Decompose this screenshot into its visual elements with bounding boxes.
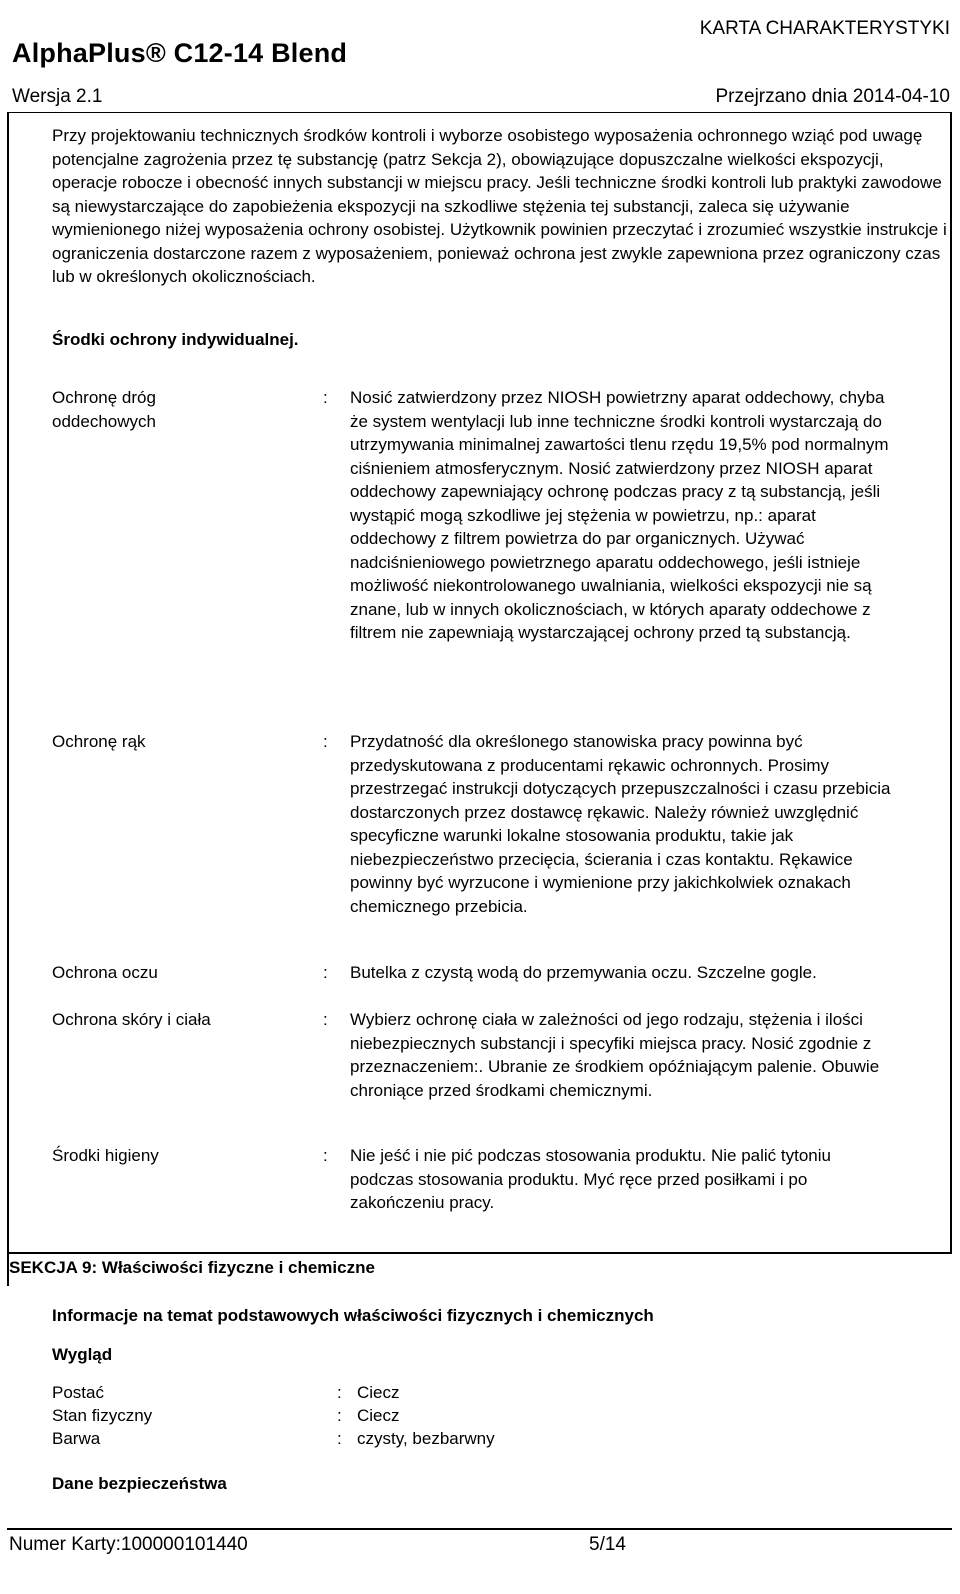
ppe-row-hands <box>52 730 947 945</box>
ppe-row-value: Przydatność dla określonego stanowiska pracy powinna być przedyskutowana z producentami rękawic ochronnych. Prosimy przestrzegać instrukcji dotyczących przepuszczalności i czasu przebicia dostarczonych przez dostawcę rękawic. Należy również uwzględnić specyficzne warunki lokalne stosowania produktu, takie jak niebezpieczeństwo przecięcia, ścierania i czas kontaktu. Rękawice powinny być wyrzucone i wymienione przy jakichkolwiek oznakach chemicznego przebicia. <box>350 732 891 916</box>
ppe-row-value: Nie jeść i nie pić podczas stosowania produktu. Nie palić tytoniu podczas stosowania produktu. Myć ręce przed posiłkami i po zakończeniu pracy. <box>350 1146 831 1212</box>
card-number: Numer Karty:100000101440 <box>9 1534 248 1555</box>
ppe-row-value: Nosić zatwierdzony przez NIOSH powietrzny aparat oddechowy, chyba że system wentylacji lub inne techniczne środki kontroli wystarczają do utrzymywania minimalnej zawartości tlenu rzędu 19,5% pod normalnym ciśnieniem atmosferycznym. Nosić zatwierdzony przez NIOSH aparat oddechowy zapewniający ochronę podczas pracy z tą substancją, jeśli wystąpić mogą szkodliwe jej stężenia w powietrzu, np.: aparat oddechowy z filtrem powietrza do par organicznych. Używać nadciśnieniowego powietrznego aparatu oddechowego, jeśli istnieje możliwość niekontrolowanego uwalniania, wielkości ekspozycji nie są znane, lub w innych okolicznościach, w których aparaty oddechowe z filtrem nie zapewniają wystarczającej ochrony przed tą substancją. <box>350 388 889 642</box>
section-9-info-heading: Informacje na temat podstawowych właściwości fizycznych i chemicznych <box>52 1306 654 1325</box>
ppe-row-label: Ochrona skóry i ciała <box>52 1010 211 1029</box>
property-value: czysty, bezbarwny <box>357 1429 495 1448</box>
ppe-row-eyes <box>52 961 947 987</box>
property-colon: : <box>337 1429 342 1448</box>
property-label: Barwa <box>52 1429 101 1448</box>
version-label: Wersja 2.1 <box>12 86 103 107</box>
property-label: Postać <box>52 1383 104 1402</box>
ppe-row-label: Ochrona oczu <box>52 963 158 982</box>
ppe-heading: Środki ochrony indywidualnej. <box>52 330 299 349</box>
property-value: Ciecz <box>357 1406 400 1425</box>
product-title: AlphaPlus® C12-14 Blend <box>12 38 348 68</box>
property-colon: : <box>337 1406 342 1425</box>
ppe-row-colon: : <box>323 963 328 982</box>
ppe-row-respiratory <box>52 386 947 706</box>
page-number: 5/14 <box>589 1534 626 1555</box>
safety-data-heading: Dane bezpieczeństwa <box>52 1474 227 1493</box>
ppe-row-label: Środki higieny <box>52 1146 159 1165</box>
appearance-heading: Wygląd <box>52 1345 113 1364</box>
ppe-row-colon: : <box>323 1010 328 1029</box>
ppe-row-colon: : <box>323 1146 328 1165</box>
ppe-row-value: Wybierz ochronę ciała w zależności od jego rodzaju, stężenia i ilości niebezpiecznych substancji i specyfiki miejsca pracy. Nosić zgodnie z przeznaczeniem:. Ubranie ze środkiem opóźniającym palenie. Obuwie chroniące przed środkami chemicznymi. <box>350 1010 880 1100</box>
document-type: KARTA CHARAKTERYSTYKI <box>699 18 950 39</box>
revision-date: Przejrzano dnia 2014-04-10 <box>715 86 950 107</box>
ppe-row-colon: : <box>323 388 328 407</box>
ppe-row-label: Ochronę dróg oddechowych <box>52 388 156 431</box>
section-9-title: SEKCJA 9: Właściwości fizyczne i chemiczne <box>9 1258 375 1277</box>
intro-paragraph: Przy projektowaniu technicznych środków kontroli i wyborze osobistego wyposażenia ochronnego wziąć pod uwagę potencjalne zagrożenia przez tę substancję (patrz Sekcja 2), obowiązujące dopuszczalne wielkości ekspozycji, operacje robocze i obecność innych substancji w miejscu pracy. Jeśli techniczne środki kontroli lub praktyki zawodowe są niewystarczające do zapobieżenia ekspozycji na szkodliwe stężenia tej substancji, zaleca się używanie wymienionego niżej wyposażenia ochrony osobistej. Użytkownik powinien przeczytać i zrozumieć wszystkie instrukcje i ograniczenia dostarczone razem z wyposażeniem, ponieważ ochrona jest zwykle zapewniona przez ograniczony czas lub w określonych okolicznościach. <box>52 126 947 286</box>
ppe-row-hygiene <box>52 1144 947 1216</box>
ppe-row-value: Butelka z czystą wodą do przemywania oczu. Szczelne gogle. <box>350 963 817 982</box>
ppe-row-colon: : <box>323 732 328 751</box>
property-label: Stan fizyczny <box>52 1406 153 1425</box>
ppe-row-skin <box>52 1008 947 1128</box>
property-colon: : <box>337 1383 342 1402</box>
footer-divider <box>7 1528 952 1530</box>
ppe-row-label: Ochronę rąk <box>52 732 146 751</box>
property-value: Ciecz <box>357 1383 400 1402</box>
